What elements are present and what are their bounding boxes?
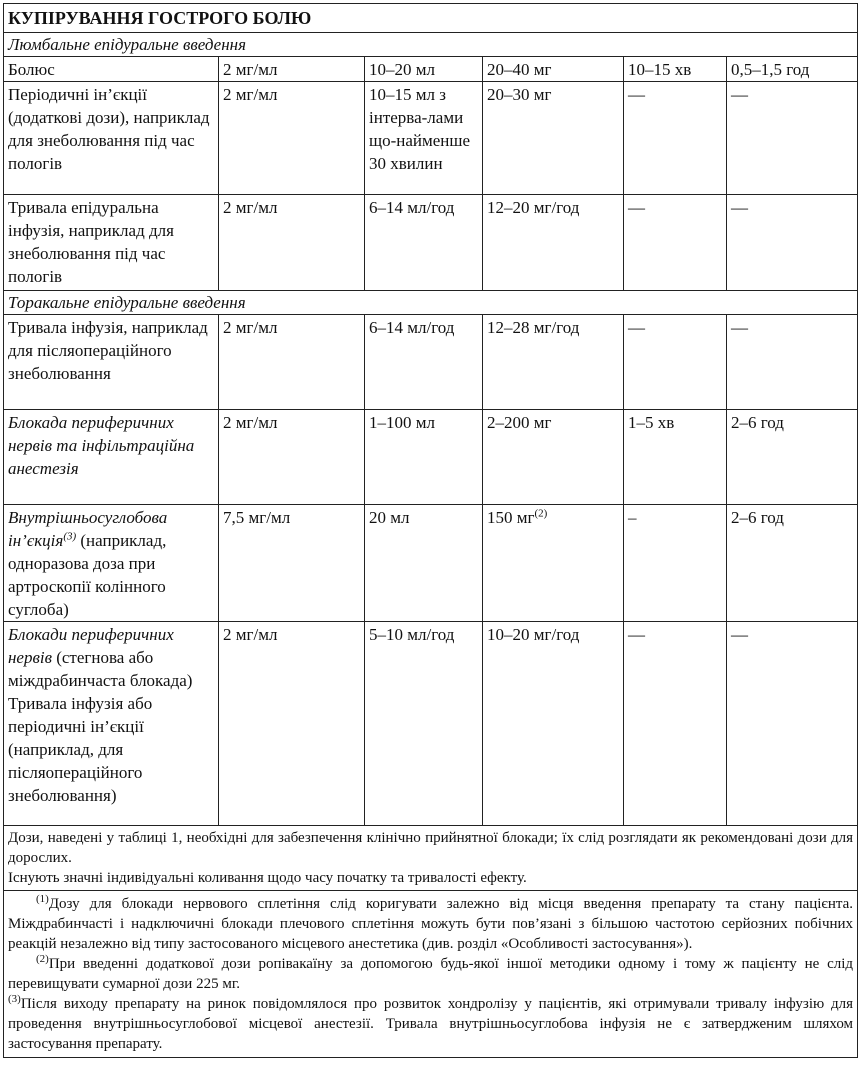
onset-cell: 10–15 хв [624,57,727,82]
indication-text: (стегнова або міждрабинчаста блокада) [8,648,193,690]
footnote-mark: (1) [36,893,49,905]
table-row [4,622,858,826]
volume-cell: 6–14 мл/год [365,195,483,291]
duration-cell: — [727,315,858,410]
indication-cell: Періодичні ін’єкції (додаткові дози), наприклад для знеболювання під час пологів [4,82,219,195]
document [3,3,857,1058]
table-row [4,82,858,195]
duration-cell: — [727,622,858,826]
footnote-text: Дозу для блокади нервового сплетіння слід коригувати залежно від місця введення препарату та стану пацієнта. Міждрабинчасті і надключичні блокади плечового сплетіння можуть бути пов’язані з більшою частотою серйозних побічних реакцій незалежно від типу застосованого місцевого анестетика (див. розділ «Особливості застосування»). [8,896,854,952]
section-lumbar: Люмбальне епідуральне введення [4,33,858,57]
duration-cell: — [727,195,858,291]
footnote [8,994,853,1054]
volume-cell: 5–10 мл/год [365,622,483,826]
footnote-text: При введенні додаткової дози ропівакаїну за допомогою будь-якої іншої методики одному і тому ж пацієнту не слід перевищувати сумарної дози 225 мг. [8,956,854,992]
onset-cell: – [624,505,727,622]
indication-italic: Внутрішньосуглобова ін’єкція [8,508,168,550]
volume-cell: 6–14 мл/год [365,315,483,410]
dose-cell: 10–20 мг/год [483,622,624,826]
indication-text: (наприклад, одноразова доза при артроскопії колінного суглоба) [8,531,167,619]
footnote-text: Після виходу препарату на ринок повідомлялося про розвиток хондролізу у пацієнтів, які отримували тривалу інфузію для проведення внутрішньосуглобової місцевої анестезії. Тривала внутрішньосуглобова інфузія не є затвердженим шляхом застосування препарату. [8,996,854,1052]
duration-cell: 2–6 год [727,410,858,505]
footnote-ref: (3) [63,530,77,543]
onset-cell: — [624,195,727,291]
dose-cell: 2–200 мг [483,410,624,505]
duration-cell: 0,5–1,5 год [727,57,858,82]
concentration-cell: 2 мг/мл [219,315,365,410]
table-title: КУПІРУВАННЯ ГОСТРОГО БОЛЮ [4,4,858,33]
concentration-cell: 2 мг/мл [219,57,365,82]
indication-cell: Тривала епідуральна інфузія, наприклад для знеболювання під час пологів [4,195,219,291]
onset-cell: 1–5 хв [624,410,727,505]
table-row [4,505,858,622]
duration-cell: — [727,82,858,195]
concentration-cell: 2 мг/мл [219,82,365,195]
concentration-cell: 2 мг/мл [219,622,365,826]
footnote-ref: (2) [534,507,548,520]
footnote [8,954,853,994]
concentration-cell: 2 мг/мл [219,195,365,291]
indication-cell: Тривала інфузія, наприклад для післяопераційного знеболювання [4,315,219,410]
indication-cell: Болюс [4,57,219,82]
volume-cell: 10–15 мл з інтерва-лами що-найменше 30 хвилин [365,82,483,195]
note-text: Існують значні індивідуальні коливання щодо часу початку та тривалості ефекту. [8,870,527,886]
footnotes-cell [4,891,858,1058]
dose-cell: 12–20 мг/год [483,195,624,291]
dose-value: 150 мг [487,508,535,527]
dose-cell [483,505,624,622]
onset-cell: — [624,315,727,410]
indication-cell: Блокада периферичних нервів та інфільтраційна анестезія [4,410,219,505]
footnote-mark: (3) [8,993,21,1005]
duration-cell: 2–6 год [727,505,858,622]
indication-cell [4,622,219,826]
volume-cell: 1–100 мл [365,410,483,505]
indication-cell [4,505,219,622]
dose-cell: 20–30 мг [483,82,624,195]
table-row [4,57,858,82]
onset-cell: — [624,622,727,826]
section-thoracic: Торакальне епідуральне введення [4,291,858,315]
table-row [4,195,858,291]
dosage-table [3,3,858,1058]
footnote [8,894,853,954]
table-row [4,315,858,410]
dose-cell: 12–28 мг/год [483,315,624,410]
note-text: Дози, наведені у таблиці 1, необхідні для забезпечення клінічно прийнятної блокади; їх слід розглядати як рекомендовані дози для дорослих. [8,830,854,866]
dose-cell: 20–40 мг [483,57,624,82]
indication-italic: Блокади периферичних нервів [8,625,174,667]
onset-cell: — [624,82,727,195]
footnote-mark: (2) [36,953,49,965]
volume-cell: 20 мл [365,505,483,622]
table-row [4,410,858,505]
notes-cell [4,826,858,891]
volume-cell: 10–20 мл [365,57,483,82]
indication-text-2: Тривала інфузія або періодичні ін’єкції (наприклад, для післяопераційного знеболювання) [8,694,153,805]
concentration-cell: 7,5 мг/мл [219,505,365,622]
concentration-cell: 2 мг/мл [219,410,365,505]
